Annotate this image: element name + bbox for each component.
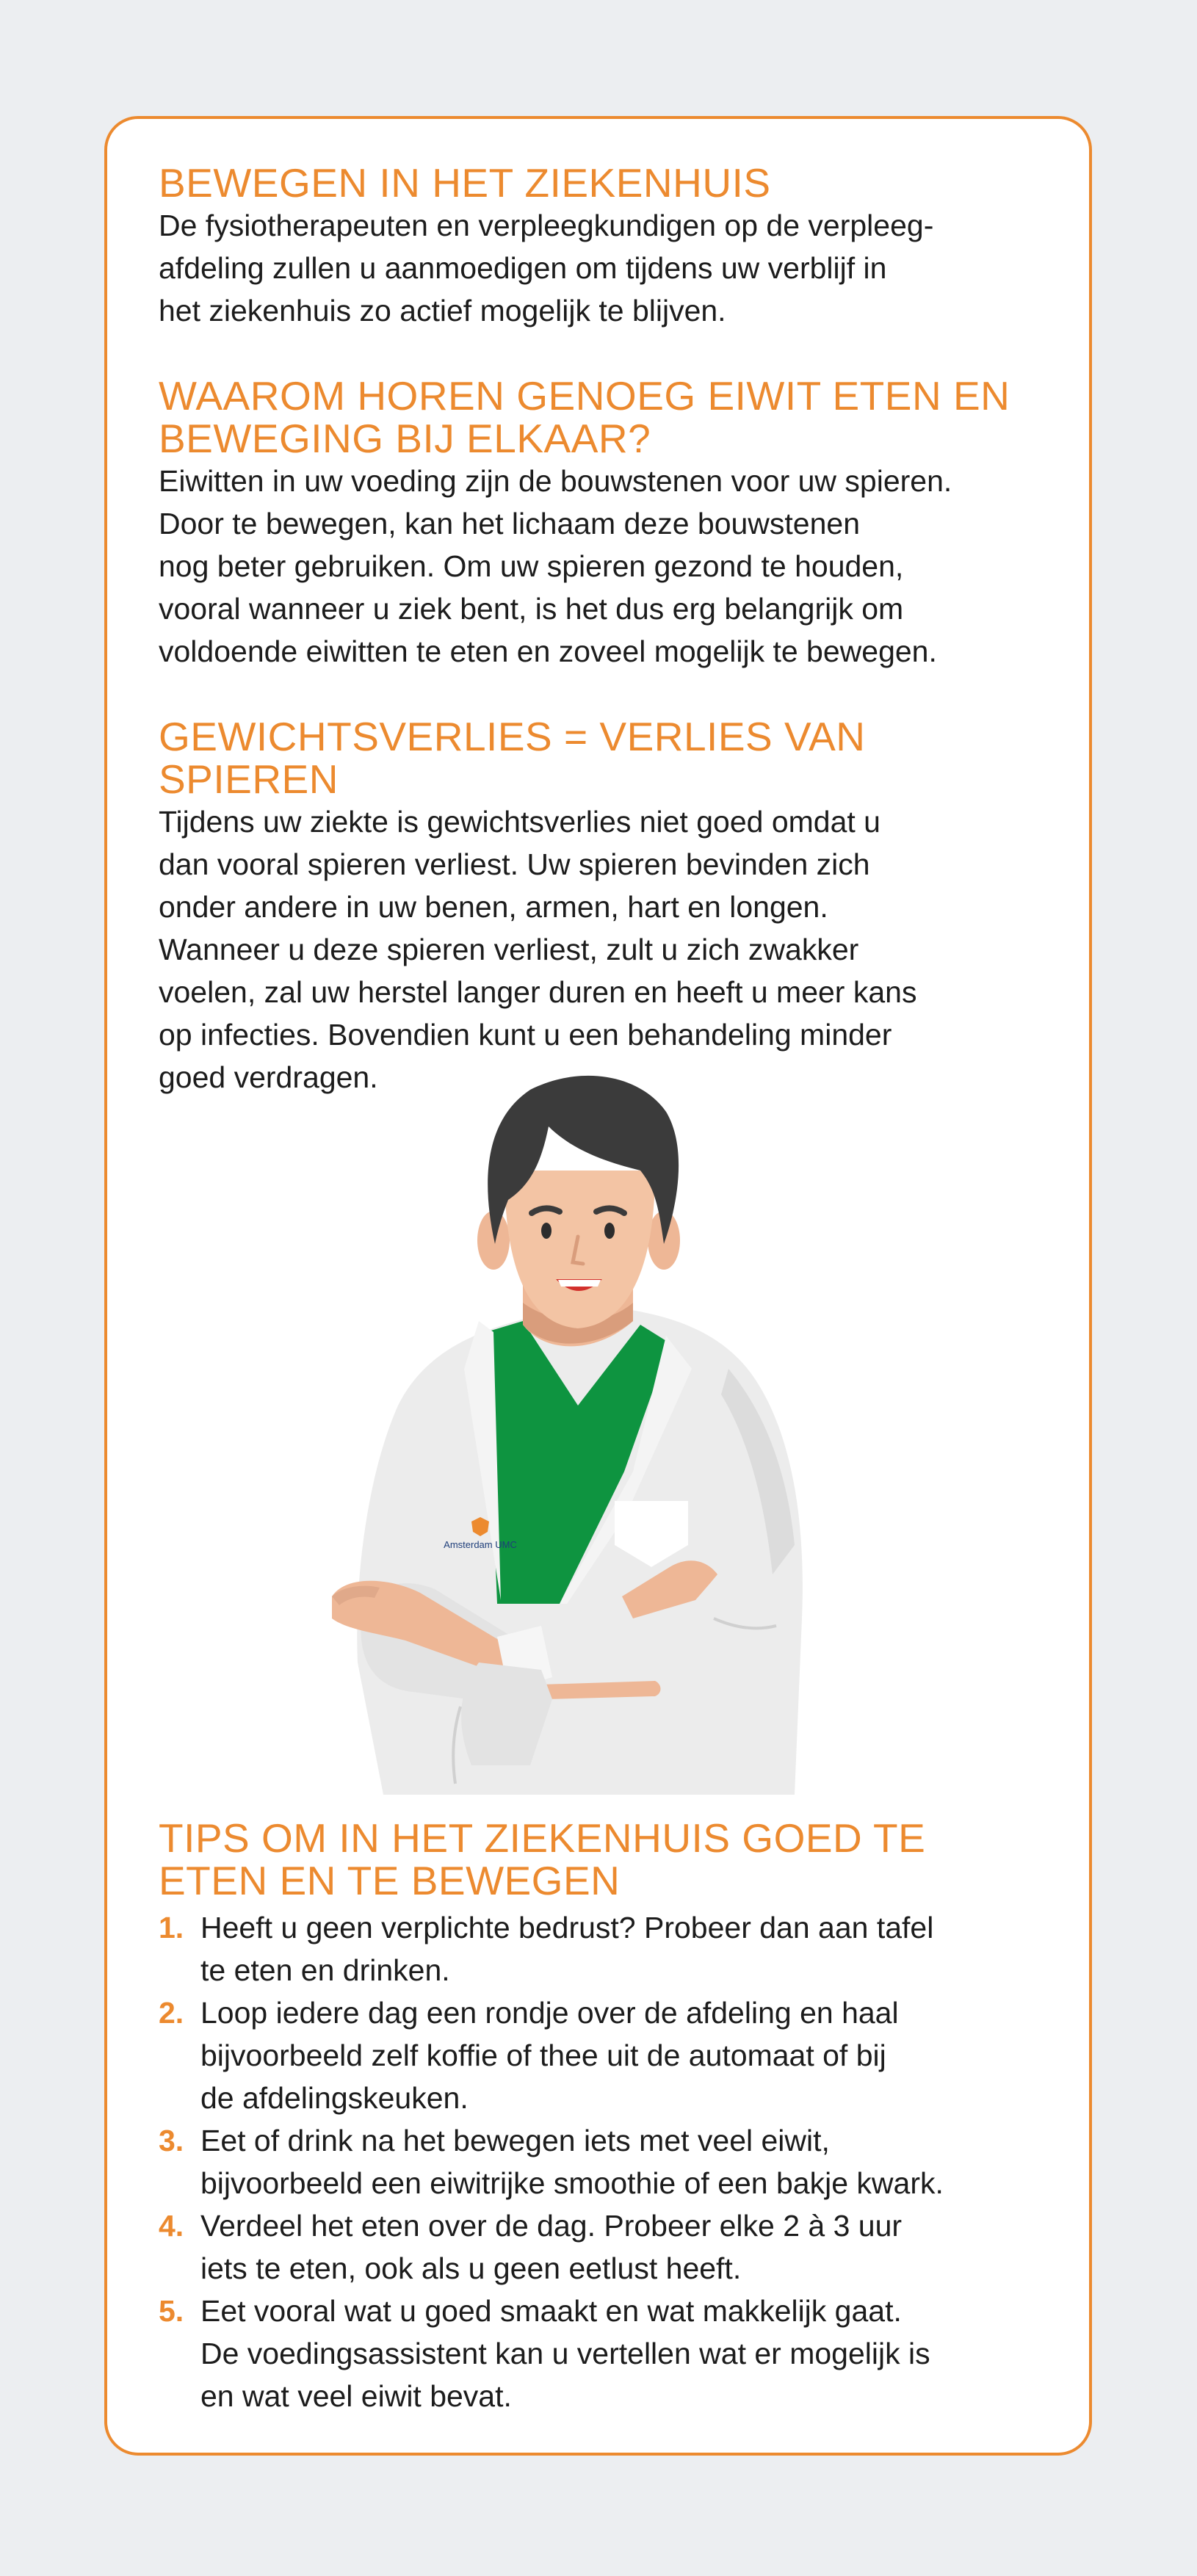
body-line: Door te bewegen, kan het lichaam deze bouwstenen <box>159 507 861 540</box>
section-title <box>159 375 1055 460</box>
section-eiwit-beweging <box>159 375 1055 673</box>
section-body <box>159 460 1055 673</box>
body-line: goed verdragen. <box>159 1060 378 1094</box>
tip-item <box>159 2290 1055 2417</box>
teeth <box>558 1280 601 1287</box>
tip-line: bijvoorbeeld zelf koffie of thee uit de automaat of bij <box>200 2038 886 2072</box>
section-title-line: BEWEGING BIJ ELKAAR? <box>159 416 651 461</box>
tip-line: Verdeel het eten over de dag. Probeer elke 2 à 3 uur <box>200 2209 903 2243</box>
section-body <box>159 204 1055 332</box>
body-line: Tijdens uw ziekte is gewichtsverlies niet goed omdat u <box>159 805 880 839</box>
body-line: Wanneer u deze spieren verliest, zult u zich zwakker <box>159 933 859 966</box>
section-title <box>159 162 1055 204</box>
tip-item <box>159 2204 1055 2290</box>
body-line: De fysiotherapeuten en verpleegkundigen op de verpleeg- <box>159 209 934 242</box>
eye-right <box>604 1223 615 1239</box>
eye-left <box>541 1223 552 1239</box>
body-line: voldoende eiwitten te eten en zoveel mogelijk te bewegen. <box>159 634 937 668</box>
tip-line: te eten en drinken. <box>200 1953 450 1987</box>
tip-item <box>159 2119 1055 2204</box>
doctor-illustration <box>288 1060 868 1795</box>
section-title-line: BEWEGEN IN HET ZIEKENHUIS <box>159 160 771 206</box>
body-line: afdeling zullen u aanmoedigen om tijdens uw verblijf in <box>159 251 887 285</box>
tip-line: Eet vooral wat u goed smaakt en wat makkelijk gaat. <box>200 2294 902 2328</box>
tip-number: 3. <box>159 2124 184 2157</box>
tip-line: Loop iedere dag een rondje over de afdeling en haal <box>200 1996 899 2030</box>
tip-number: 5. <box>159 2294 184 2328</box>
section-body <box>159 800 1055 1099</box>
tip-number: 2. <box>159 1996 184 2030</box>
tips-title-line: TIPS OM IN HET ZIEKENHUIS GOED TE <box>159 1815 926 1861</box>
body-line: dan vooral spieren verliest. Uw spieren bevinden zich <box>159 847 870 881</box>
section-title-line: WAAROM HOREN GENOEG EIWIT ETEN EN <box>159 373 1010 419</box>
tip-line: en wat veel eiwit bevat. <box>200 2379 512 2413</box>
tip-number: 4. <box>159 2209 184 2243</box>
badge-text: Amsterdam UMC <box>444 1539 517 1550</box>
section-gewichtsverlies <box>159 715 1055 1099</box>
body-line: Eiwitten in uw voeding zijn de bouwstenen voor uw spieren. <box>159 464 952 498</box>
tip-line: De voedingsassistent kan u vertellen wat er mogelijk is <box>200 2337 930 2370</box>
tips-title-line: ETEN EN TE BEWEGEN <box>159 1858 621 1903</box>
body-line: het ziekenhuis zo actief mogelijk te blijven. <box>159 294 726 328</box>
body-line: voelen, zal uw herstel langer duren en heeft u meer kans <box>159 975 917 1009</box>
info-card <box>104 116 1092 2456</box>
tip-number: 1. <box>159 1911 184 1944</box>
tips-title <box>159 1817 1055 1902</box>
tip-line: Heeft u geen verplichte bedrust? Probeer dan aan tafel <box>200 1911 934 1944</box>
section-title <box>159 715 1055 800</box>
tip-item <box>159 1906 1055 1991</box>
body-line: nog beter gebruiken. Om uw spieren gezond te houden, <box>159 549 904 583</box>
tip-line: bijvoorbeeld een eiwitrijke smoothie of een bakje kwark. <box>200 2166 944 2200</box>
section-tips <box>159 1817 1055 2417</box>
section-title-line: GEWICHTSVERLIES = VERLIES VAN SPIEREN <box>159 714 866 802</box>
tip-line: iets te eten, ook als u geen eetlust heeft. <box>200 2251 742 2285</box>
tips-list <box>159 1906 1055 2417</box>
section-bewegen <box>159 162 1055 332</box>
body-line: onder andere in uw benen, armen, hart en longen. <box>159 890 828 924</box>
tip-line: de afdelingskeuken. <box>200 2081 469 2115</box>
body-line: vooral wanneer u ziek bent, is het dus erg belangrijk om <box>159 592 904 626</box>
tip-line: Eet of drink na het bewegen iets met veel eiwit, <box>200 2124 830 2157</box>
body-line: op infecties. Bovendien kunt u een behandeling minder <box>159 1018 892 1052</box>
tip-item <box>159 1991 1055 2119</box>
